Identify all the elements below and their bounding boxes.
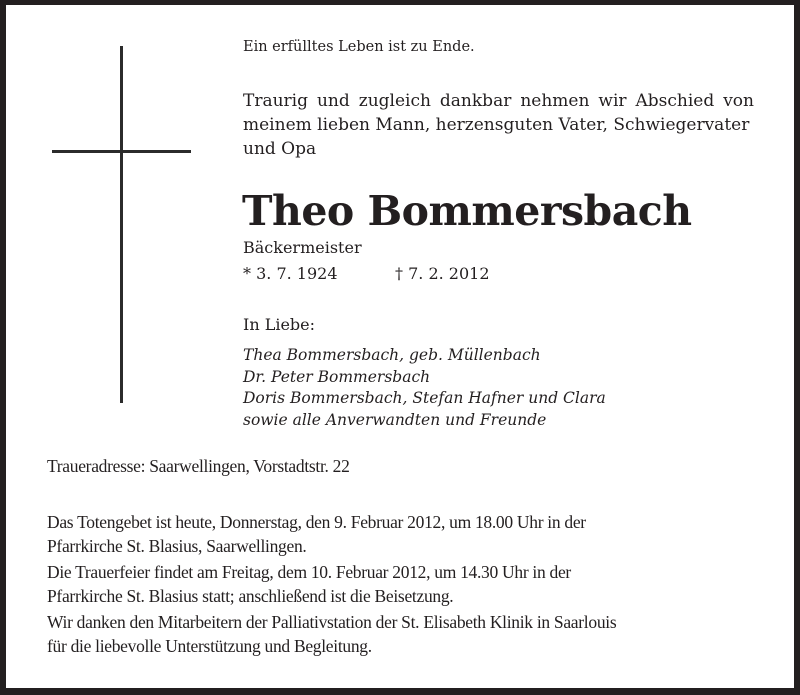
lead-paragraph xyxy=(243,89,754,161)
lead-line: und Opa xyxy=(243,139,317,159)
birth-date: * 3. 7. 1924 xyxy=(243,264,338,283)
mourner-item: Doris Bommersbach, Stefan Hafner und Clara xyxy=(243,389,606,407)
deceased-profession: Bäckermeister xyxy=(243,238,362,257)
mourner-item: Thea Bommersbach, geb. Müllenbach xyxy=(243,346,541,364)
cross-horizontal-bar xyxy=(52,150,191,153)
mourning-address: Traueradresse: Saarwellingen, Vorstadtstr. 22 xyxy=(47,456,350,476)
cross-vertical-bar xyxy=(120,46,123,403)
intro-text: Ein erfülltes Leben ist zu Ende. xyxy=(243,39,475,55)
lead-line: meinem lieben Mann, herzensguten Vater, Schwiegervater xyxy=(243,115,750,135)
prayer-details xyxy=(47,510,586,558)
thanks-note xyxy=(47,610,616,658)
detail-line: Pfarrkirche St. Blasius, Saarwellingen. xyxy=(47,536,307,556)
death-date: † 7. 2. 2012 xyxy=(395,264,490,283)
detail-line: Die Trauerfeier findet am Freitag, dem 10. Februar 2012, um 14.30 Uhr in der xyxy=(47,562,571,582)
funeral-details xyxy=(47,560,571,608)
mourner-item: sowie alle Anverwandten und Freunde xyxy=(243,410,547,429)
detail-line: Das Totengebet ist heute, Donnerstag, den 9. Februar 2012, um 18.00 Uhr in der xyxy=(47,512,586,532)
detail-line: Pfarrkirche St. Blasius statt; anschließend ist die Beisetzung. xyxy=(47,586,454,606)
mourners-list xyxy=(243,345,606,431)
mourner-item: Dr. Peter Bommersbach xyxy=(243,367,431,386)
deceased-name: Theo Bommersbach xyxy=(242,187,692,235)
mourners-label: In Liebe: xyxy=(243,315,316,334)
lead-line: Traurig und zugleich dankbar nehmen wir Abschied von xyxy=(243,91,754,111)
detail-line: für die liebevolle Unterstützung und Begleitung. xyxy=(47,636,372,656)
obituary-notice xyxy=(6,5,794,688)
detail-line: Wir danken den Mitarbeitern der Palliativstation der St. Elisabeth Klinik in Saarlouis xyxy=(47,612,617,632)
